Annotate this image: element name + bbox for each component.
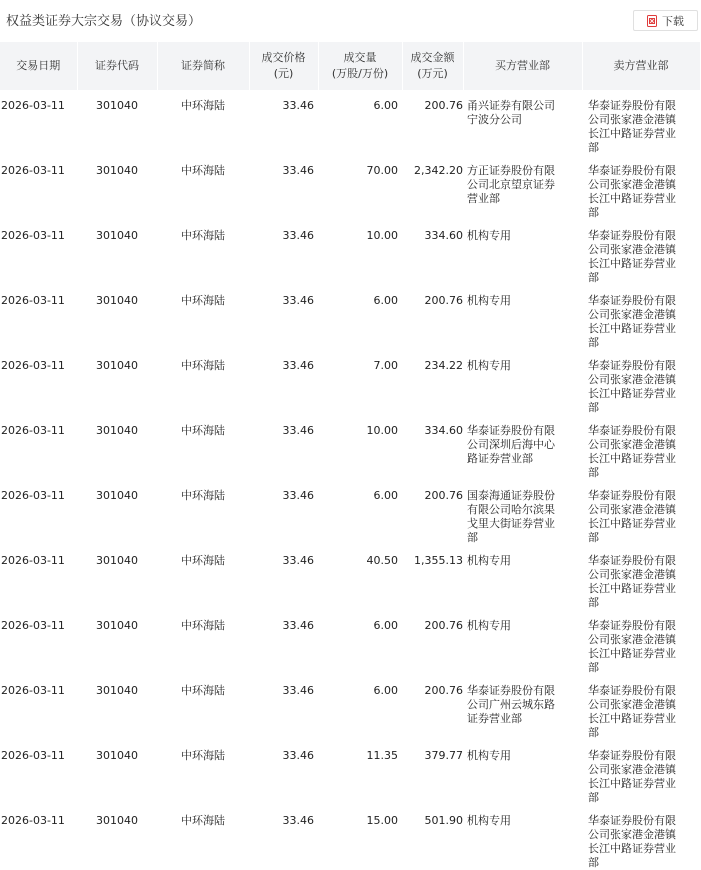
trade-date: 2026-03-11 (1, 814, 65, 827)
buyer-branch-cell (463, 220, 582, 285)
buyer-branch: 机构专用 (467, 554, 511, 567)
trade-date: 2026-03-11 (1, 99, 65, 112)
security-code: 301040 (96, 619, 138, 632)
volume: 6.00 (373, 619, 398, 632)
seller-branch-cell (582, 675, 700, 740)
volume: 6.00 (373, 684, 398, 697)
amount: 200.76 (424, 489, 463, 502)
volume: 10.00 (366, 424, 398, 437)
table-row (0, 480, 700, 545)
seller-branch-cell (582, 805, 700, 870)
volume: 10.00 (366, 229, 398, 242)
buyer-branch-cell (463, 90, 582, 155)
page-title: 权益类证券大宗交易（协议交易） (6, 14, 202, 29)
download-button[interactable] (633, 10, 698, 31)
header-price: 成交价格 (元) (249, 42, 318, 90)
download-label: 下载 (662, 14, 684, 28)
seller-branch: 华泰证券股份有限公司张家港金港镇长江中路证券营业部 (588, 164, 676, 219)
header-buyer-branch: 买方营业部 (463, 42, 582, 90)
security-code: 301040 (96, 749, 138, 762)
volume: 70.00 (366, 164, 398, 177)
volume: 6.00 (373, 99, 398, 112)
buyer-branch-cell (463, 415, 582, 480)
amount: 501.90 (424, 814, 463, 827)
table-row (0, 220, 700, 285)
trade-date: 2026-03-11 (1, 359, 65, 372)
security-name: 中环海陆 (181, 619, 225, 632)
security-code: 301040 (96, 164, 138, 177)
price: 33.46 (282, 814, 314, 827)
seller-branch-cell (582, 220, 700, 285)
amount: 379.77 (424, 749, 463, 762)
security-name: 中环海陆 (181, 554, 225, 567)
amount: 334.60 (424, 424, 463, 437)
volume: 40.50 (366, 554, 398, 567)
seller-branch: 华泰证券股份有限公司张家港金港镇长江中路证券营业部 (588, 554, 676, 609)
page-header (0, 0, 700, 40)
security-code: 301040 (96, 814, 138, 827)
seller-branch: 华泰证券股份有限公司张家港金港镇长江中路证券营业部 (588, 99, 676, 154)
trade-date: 2026-03-11 (1, 684, 65, 697)
volume: 11.35 (366, 749, 398, 762)
price: 33.46 (282, 619, 314, 632)
table-row (0, 155, 700, 220)
seller-branch-cell (582, 90, 700, 155)
seller-branch-cell (582, 740, 700, 805)
header-trade-date: 交易日期 (0, 42, 77, 90)
amount: 200.76 (424, 619, 463, 632)
seller-branch: 华泰证券股份有限公司张家港金港镇长江中路证券营业部 (588, 294, 676, 349)
trade-date: 2026-03-11 (1, 424, 65, 437)
volume: 6.00 (373, 294, 398, 307)
security-code: 301040 (96, 554, 138, 567)
seller-branch-cell (582, 480, 700, 545)
seller-branch: 华泰证券股份有限公司张家港金港镇长江中路证券营业部 (588, 359, 676, 414)
buyer-branch-cell (463, 155, 582, 220)
price: 33.46 (282, 164, 314, 177)
seller-branch-cell (582, 545, 700, 610)
trade-date: 2026-03-11 (1, 749, 65, 762)
buyer-branch-cell (463, 285, 582, 350)
table-row (0, 740, 700, 805)
price: 33.46 (282, 359, 314, 372)
excel-file-icon (647, 15, 657, 27)
seller-branch: 华泰证券股份有限公司张家港金港镇长江中路证券营业部 (588, 229, 676, 284)
seller-branch-cell (582, 610, 700, 675)
table-header-row (0, 42, 700, 90)
buyer-branch-cell (463, 480, 582, 545)
header-amount: 成交金额 (万元) (402, 42, 463, 90)
amount: 2,342.20 (414, 164, 463, 177)
amount: 1,355.13 (414, 554, 463, 567)
seller-branch: 华泰证券股份有限公司张家港金港镇长江中路证券营业部 (588, 749, 676, 804)
seller-branch: 华泰证券股份有限公司张家港金港镇长江中路证券营业部 (588, 489, 676, 544)
buyer-branch: 华泰证券股份有限公司广州云城东路证券营业部 (467, 684, 555, 725)
seller-branch: 华泰证券股份有限公司张家港金港镇长江中路证券营业部 (588, 619, 676, 674)
header-volume: 成交量 (万股/万份) (318, 42, 402, 90)
buyer-branch: 甬兴证券有限公司宁波分公司 (467, 99, 555, 126)
seller-branch-cell (582, 415, 700, 480)
buyer-branch-cell (463, 545, 582, 610)
table-row (0, 675, 700, 740)
price: 33.46 (282, 684, 314, 697)
buyer-branch-cell (463, 675, 582, 740)
seller-branch-cell (582, 155, 700, 220)
volume: 7.00 (373, 359, 398, 372)
amount: 200.76 (424, 99, 463, 112)
table-row (0, 350, 700, 415)
security-name: 中环海陆 (181, 489, 225, 502)
buyer-branch: 机构专用 (467, 814, 511, 827)
seller-branch-cell (582, 285, 700, 350)
price: 33.46 (282, 749, 314, 762)
volume: 6.00 (373, 489, 398, 502)
table-row (0, 285, 700, 350)
security-name: 中环海陆 (181, 749, 225, 762)
table-row (0, 415, 700, 480)
security-name: 中环海陆 (181, 814, 225, 827)
trade-date: 2026-03-11 (1, 164, 65, 177)
seller-branch: 华泰证券股份有限公司张家港金港镇长江中路证券营业部 (588, 424, 676, 479)
trade-date: 2026-03-11 (1, 554, 65, 567)
security-code: 301040 (96, 294, 138, 307)
amount: 200.76 (424, 294, 463, 307)
amount: 200.76 (424, 684, 463, 697)
security-code: 301040 (96, 489, 138, 502)
buyer-branch-cell (463, 740, 582, 805)
security-code: 301040 (96, 684, 138, 697)
seller-branch: 华泰证券股份有限公司张家港金港镇长江中路证券营业部 (588, 814, 676, 869)
amount: 234.22 (424, 359, 463, 372)
security-code: 301040 (96, 229, 138, 242)
trade-date: 2026-03-11 (1, 619, 65, 632)
header-security-code: 证券代码 (77, 42, 157, 90)
header-seller-branch: 卖方营业部 (582, 42, 700, 90)
security-name: 中环海陆 (181, 229, 225, 242)
table-row (0, 805, 700, 870)
buyer-branch-cell (463, 350, 582, 415)
buyer-branch: 机构专用 (467, 294, 511, 307)
buyer-branch: 华泰证券股份有限公司深圳后海中心路证券营业部 (467, 424, 555, 465)
security-name: 中环海陆 (181, 99, 225, 112)
table-row (0, 545, 700, 610)
table-row (0, 90, 700, 155)
security-name: 中环海陆 (181, 359, 225, 372)
block-trade-table (0, 42, 701, 870)
security-name: 中环海陆 (181, 164, 225, 177)
price: 33.46 (282, 294, 314, 307)
amount: 334.60 (424, 229, 463, 242)
header-security-name: 证券简称 (157, 42, 249, 90)
buyer-branch: 机构专用 (467, 229, 511, 242)
trade-date: 2026-03-11 (1, 489, 65, 502)
table-body (0, 90, 700, 870)
buyer-branch-cell (463, 805, 582, 870)
security-name: 中环海陆 (181, 684, 225, 697)
price: 33.46 (282, 229, 314, 242)
price: 33.46 (282, 424, 314, 437)
price: 33.46 (282, 554, 314, 567)
security-name: 中环海陆 (181, 294, 225, 307)
security-name: 中环海陆 (181, 424, 225, 437)
table-row (0, 610, 700, 675)
seller-branch: 华泰证券股份有限公司张家港金港镇长江中路证券营业部 (588, 684, 676, 739)
price: 33.46 (282, 489, 314, 502)
trade-date: 2026-03-11 (1, 229, 65, 242)
seller-branch-cell (582, 350, 700, 415)
buyer-branch-cell (463, 610, 582, 675)
buyer-branch: 机构专用 (467, 619, 511, 632)
volume: 15.00 (366, 814, 398, 827)
trade-date: 2026-03-11 (1, 294, 65, 307)
security-code: 301040 (96, 424, 138, 437)
buyer-branch: 机构专用 (467, 359, 511, 372)
buyer-branch: 机构专用 (467, 749, 511, 762)
price: 33.46 (282, 99, 314, 112)
buyer-branch: 国泰海通证券股份有限公司哈尔滨果戈里大街证券营业部 (467, 489, 555, 544)
buyer-branch: 方正证券股份有限公司北京望京证券营业部 (467, 164, 555, 205)
security-code: 301040 (96, 359, 138, 372)
security-code: 301040 (96, 99, 138, 112)
